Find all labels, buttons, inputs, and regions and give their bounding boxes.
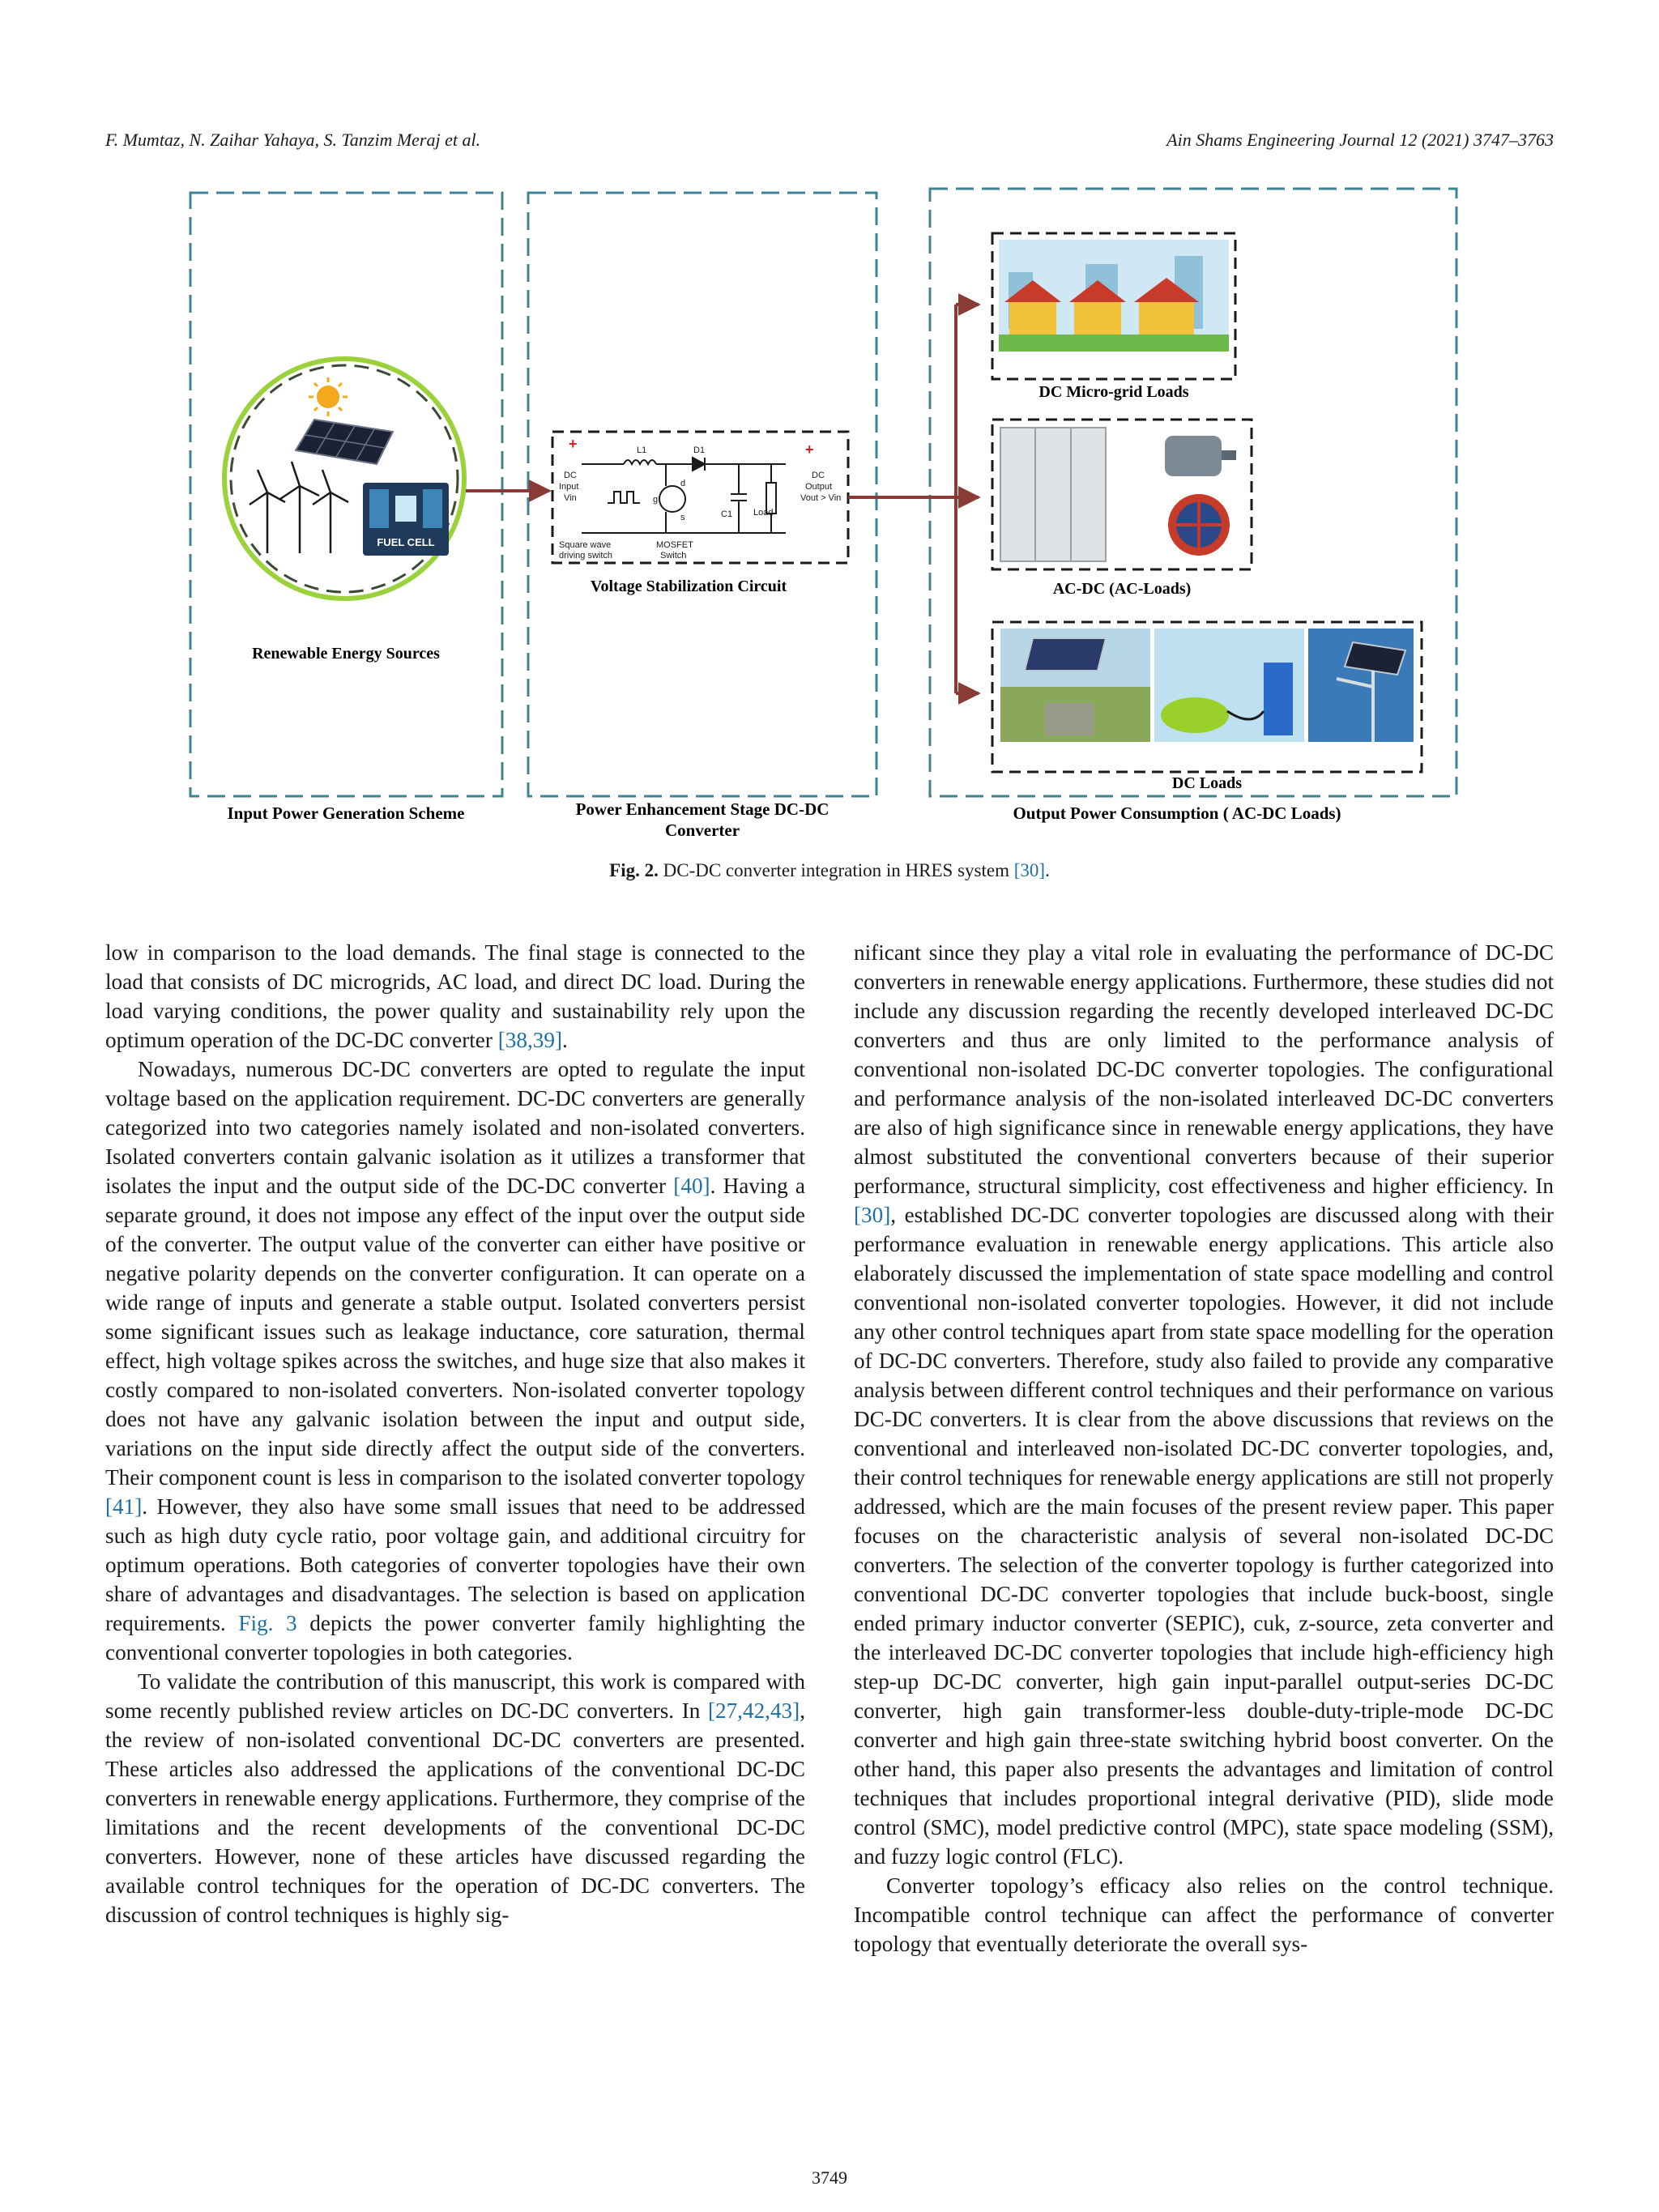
figure-caption-text: DC-DC converter integration in HRES system (663, 860, 1014, 880)
paragraph (105, 1055, 805, 1667)
ev-charger-icon (1154, 629, 1304, 742)
panel-stage-title-1: Power Enhancement Stage DC-DC (575, 799, 830, 819)
label-c1: C1 (721, 509, 733, 519)
panel-stage-title-2: Converter (664, 820, 740, 840)
load-label-ac: AC-DC (AC-Loads) (1052, 580, 1192, 598)
label-s: s (680, 513, 685, 522)
solar-pump-icon (1000, 629, 1150, 742)
panel-input-title: Input Power Generation Scheme (227, 803, 465, 823)
fuel-cell-icon (363, 483, 449, 556)
label-dc-input: DC (564, 471, 577, 480)
renewable-ring-dashes (231, 365, 458, 592)
paragraph (854, 938, 1554, 1871)
plus-right: + (805, 441, 814, 458)
paragraph-text: . (562, 1028, 568, 1052)
fuel-cell-label: FUEL CELL (377, 536, 435, 548)
citation-link[interactable]: [30] (854, 1203, 891, 1227)
citation-link[interactable]: [27,42,43] (707, 1698, 800, 1723)
label-switch: Switch (660, 551, 687, 560)
label-dc-output: DC (812, 471, 825, 480)
running-header-journal: Ain Shams Engineering Journal 12 (2021) 3747–3763 (1166, 130, 1554, 150)
citation-link[interactable]: [40] (673, 1174, 710, 1198)
paragraph (105, 1667, 805, 1929)
label-dc-input-2: Input (559, 482, 579, 492)
sun-icon (309, 377, 348, 416)
figure-hres-diagram (186, 185, 1474, 849)
text-column-right (854, 938, 1554, 1958)
text-column-left (105, 938, 805, 1929)
wind-turbine-icon (249, 462, 348, 553)
label-l1: L1 (637, 445, 647, 455)
label-load: Load (753, 508, 774, 518)
label-square-wave: Square wave (559, 540, 612, 550)
label-dc-output-2: Output (805, 482, 833, 492)
load-label-microgrid: DC Micro-grid Loads (1038, 383, 1189, 401)
label-vout: Vout > Vin (800, 493, 842, 503)
label-d: d (680, 479, 686, 488)
citation-link[interactable]: Fig. 3 (238, 1611, 297, 1635)
paragraph-text: . However, they also have some small issues that need to be addressed such as high duty cycle ratio, poor voltage gain, and additional circuitry for optimum operations. Both categories of converter topologies have their own share of advantages and disadvantages. The selection is based on application requirements. (105, 1494, 805, 1635)
paragraph-text: . Having a separate ground, it does not impose any effect of the input over the output side of the converter. The output value of the converter can either have positive or negative polarity depends on the converter configuration. It can operate on a wide range of inputs and generate a stable output. Isolated converters persist some significant issues such as leakage inductance, core saturation, thermal effect, high voltage spikes across the switches, and huge size that also makes it costly compared to non-isolated converters. Non-isolated converter topology does not have any galvanic isolation between the input and output side, variations on the input side directly affect the output side of the converters. Their component count is less in comparison to the isolated converter topology (105, 1174, 806, 1490)
plus-left: + (569, 436, 578, 452)
paragraph-text: To validate the contribution of this manuscript, this work is compared with some recently published review articles on DC-DC converters. In (105, 1669, 805, 1723)
paragraph-text: nificant since they play a vital role in evaluating the performance of DC-DC converters in renewable energy applications. Furthermore, these studies did not include any discussion regarding the recently developed interleaved DC-DC converters and thus are only limited to the performance analysis of conventional non-isolated DC-DC converter topologies. The configurational and performance analysis of the non-isolated interleaved DC-DC converters are also of high significance since in renewable energy applications, they have almost substituted the conventional converters because of their superior performance, structural simplicity, cost effectiveness and higher efficiency. In (854, 940, 1554, 1198)
paragraph-text: depicts the power converter family highlighting the conventional converter topologies in both categories. (105, 1611, 805, 1664)
solar-streetlight-icon (1308, 629, 1414, 742)
figure-caption (0, 860, 1659, 881)
label-mosfet: MOSFET (656, 540, 693, 550)
load-label-dc: DC Loads (1171, 774, 1243, 792)
figure-label: Fig. 2. (609, 860, 659, 880)
citation-link[interactable]: [38,39] (497, 1028, 563, 1052)
paragraph (854, 1871, 1554, 1958)
label-d1: D1 (693, 445, 706, 455)
fan-icon (1168, 494, 1230, 556)
paragraph-text: , established DC-DC converter topologies are discussed along with their performance evaluation in renewable energy applications. This article also elaborately discussed the implementation of state space modelling and control conventional non-isolated converter topologies. However, it did not include any other control techniques apart from state space modelling for the operation of DC-DC converters. Therefore, study also failed to provide any comparative analysis between different control techniques and their performance on various DC-DC converters. It is clear from the above discussions that reviews on the conventional and interleaved non-isolated DC-DC converter topologies, and, their control techniques for renewable energy applications are still not properly addressed, which are the main focuses of the present review paper. This paper focuses on the characteristic analysis of several non-isolated DC-DC converters. The selection of the converter topology is further categorized into conventional DC-DC converter topologies that include buck-boost, single ended primary inductor converter (SEPIC), cuk, z-source, zeta converter and the interleaved DC-DC converter topologies that include high-efficiency high step-up DC-DC converter, high gain input-parallel output-series DC-DC converter, high gain transformer-less double-duty-triple-mode DC-DC converter and high gain three-state switching hybrid boost converter. On the other hand, this paper also presents the advantages and limitation of control techniques that includes proportional integral derivative (PID), slide mode control (SMC), model predictive control (MPC), state space modeling (SSM), and fuzzy logic control (FLC). (854, 1203, 1554, 1869)
panel-output-title: Output Power Consumption ( AC-DC Loads) (1013, 803, 1341, 823)
paragraph (105, 938, 805, 1055)
label-driving-switch: driving switch (559, 551, 613, 560)
label-g: g (653, 495, 659, 505)
page-number: 3749 (812, 2167, 847, 2188)
renewable-label: Renewable Energy Sources (252, 645, 440, 663)
solar-panel-icon (296, 420, 393, 464)
figure-caption-ref[interactable]: [30] (1013, 860, 1046, 880)
running-header-authors: F. Mumtaz, N. Zaihar Yahaya, S. Tanzim Meraj et al. (105, 130, 481, 150)
houses-icon (999, 240, 1229, 352)
arrow-circuit-to-loads (848, 305, 979, 693)
figure-caption-end: . (1045, 860, 1050, 880)
citation-link[interactable]: [41] (105, 1494, 143, 1519)
paragraph-text: low in comparison to the load demands. The final stage is connected to the load that consists of DC microgrids, AC load, and direct DC load. During the load varying conditions, the power quality and sustainability rely upon the optimum operation of the DC-DC converter (105, 940, 805, 1052)
inverter-cabinet-icon (1000, 428, 1106, 561)
paragraph-text: Converter topology’s efficacy also relies on the control technique. Incompatible control technique can affect the performance of converter topology that eventually deteriorate the overall sys- (854, 1873, 1554, 1956)
label-vin: Vin (564, 493, 577, 503)
panel-input (190, 193, 502, 796)
circuit-label: Voltage Stabilization Circuit (590, 578, 787, 595)
paragraph-text: , the review of non-isolated conventional DC-DC converters are presented. These articles also addressed the applications of the conventional DC-DC converters in renewable energy applications. Furthermore, they comprise of the limitations and the recent developments of the conventional DC-DC converters. However, none of these articles have discussed regarding the available control techniques for the operation of DC-DC converters. The discussion of control techniques is highly sig- (105, 1698, 805, 1927)
paragraph-text: Nowadays, numerous DC-DC converters are opted to regulate the input voltage based on the application requirement. DC-DC converters are generally categorized into two categories namely isolated and non-isolated converters. Isolated converters contain galvanic isolation as it utilizes a transformer that isolates the input and the output side of the DC-DC converter (105, 1057, 805, 1198)
